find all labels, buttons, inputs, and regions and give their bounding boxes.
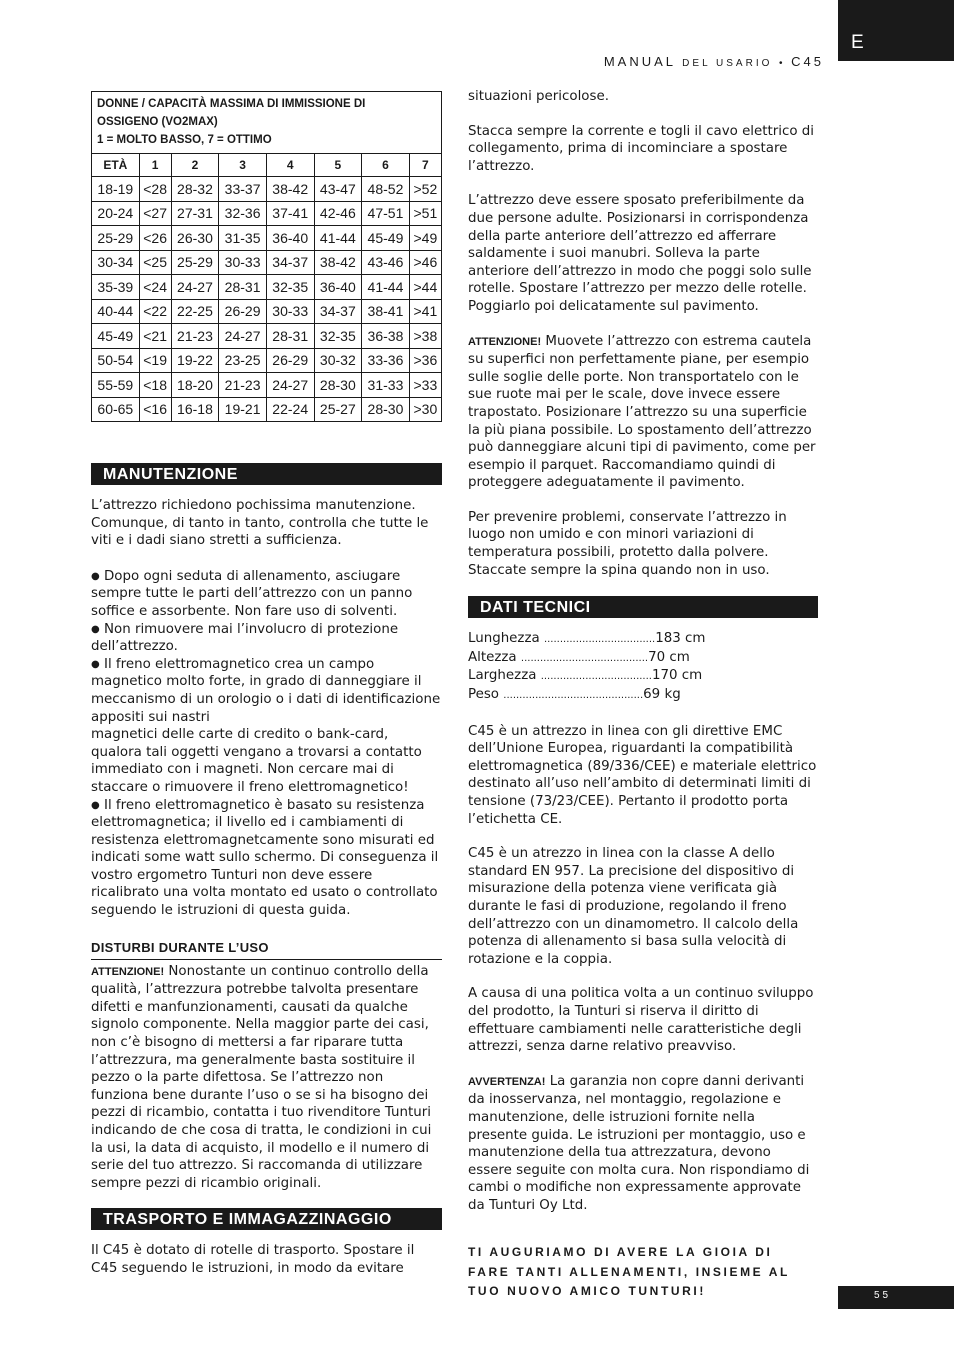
table-cell: 24-27 [171,275,219,300]
spec-item [468,649,818,668]
table-cell: 23-25 [219,348,267,373]
trasporto-paragraph: Per prevenire problemi, conservate l’attrezzo in luogo non umido e con minori variazioni di temperatura possibili, protetto dalla polvere. Staccate sempre la spina quando non in uso. [468,509,787,578]
spec-item [468,686,818,705]
warning-label: AVVERTENZA! [468,1075,546,1088]
header-manual: MANUAL [603,54,676,69]
list-item: ● Non rimuovere mai l’involucro di protezione dell’attrezzo. [91,621,399,655]
section-title-trasporto: TRASPORTO E IMMAGAZZINAGGIO [91,1208,442,1230]
spec-item [468,667,818,686]
table-cell: >33 [409,373,441,398]
table-row [92,201,442,226]
dati-warning: AVVERTENZA! La garanzia non copre danni derivanti da inosservanza, nel montaggio, regolazione e manutenzione, delle istruzioni fornite nella presente guida. Le istruzioni per montaggio, uso e manutenzione della tua attrezzatura, devono essere seguite con molta cura. Non rispondiamo di cambi o modifiche non expressamente approvate da Tunturi Oy Ltd. [468,1073,810,1213]
vo2max-table [91,91,442,422]
column-header: 6 [362,154,410,177]
table-cell: >36 [409,348,441,373]
spec-leader-dots: ................................... [540,671,652,683]
table-cell: 37-41 [266,201,314,226]
table-cell: 25-29 [92,226,140,251]
table-cell: 22-24 [266,397,314,422]
table-cell: >46 [409,250,441,275]
warning-label: ATTENZIONE! [468,335,542,348]
table-cell: 21-23 [171,324,219,349]
table-cell: 32-36 [219,201,267,226]
trasporto-paragraph: Stacca sempre la corrente e togli il cavo elettrico di collegamento, prima di incominciare a spostare l’attrezzo. [468,123,815,174]
spec-value: 170 cm [651,668,703,684]
page-number: 55 [874,1290,892,1301]
table-cell: 40-44 [92,299,140,324]
spec-value: 69 kg [643,687,681,703]
spec-list [468,630,818,704]
table-cell: <24 [139,275,171,300]
table-header-row [92,154,442,177]
table-cell: 26-29 [219,299,267,324]
dati-paragraph: C45 è un atrezzo in linea con la classe A dello standard EN 957. La precisione del dispositivo di misurazione della potenza viene verificata già durante le fasi di produzione, regolando il freno dell’attrezzo con un dinamometro. Il calcolo della potenza di allenamento si basa sulla velocità di rotazione e la coppia. [468,846,799,967]
table-cell: 28-31 [219,275,267,300]
table-cell: 25-29 [171,250,219,275]
table-cell: <16 [139,397,171,422]
table-cell: 50-54 [92,348,140,373]
warning-label: ATTENZIONE! [91,965,165,978]
spec-value: 70 cm [648,649,690,665]
table-row [92,324,442,349]
section-title-dati-tecnici: DATI TECNICI [468,596,818,618]
table-cell: 26-29 [266,348,314,373]
section-title-manutenzione: MANUTENZIONE [91,463,442,485]
table-cell: <25 [139,250,171,275]
table-cell: 28-30 [314,373,362,398]
left-column [91,91,442,1278]
table-cell: 30-32 [314,348,362,373]
table-cell: 24-27 [266,373,314,398]
list-item: ● Il freno elettromagnetico è basato su resistenza elettromagnetica; il livello ed i cambiamenti di resistenza elettromagnetcamente sono misurati ed indicati some watt sullo schermo. Di conseguenza il vostro ergometro Tunturi non deve essere ricalibrato una volta montato ed usato o controllato seguendo le istruzioni di questa guida. [91,797,439,919]
column-header: ETÀ [92,154,140,177]
closing-message: TI AUGURIAMO DI AVERE LA GIOIA DI FARE TANTI ALLENAMENTI, INSIEME AL TUO NUOVO AMICO TUNTURI! [468,1245,790,1299]
table-cell: 38-42 [314,250,362,275]
column-header: 7 [409,154,441,177]
bullet-icon: ● [91,623,100,635]
table-cell: 24-27 [219,324,267,349]
table-cell: 41-44 [314,226,362,251]
spec-leader-dots: ........................................ [520,652,649,664]
caption-line: DONNE / CAPACITÀ MASSIMA DI IMMISSIONE DI [97,98,366,110]
table-cell: 45-49 [92,324,140,349]
trasporto-warning: ATTENZIONE! Muovete l’attrezzo con estrema cautela su superfici non perfettamente piane, per esempio sulle soglie delle porte. Non transportatelo con le sue ruote mai per le scale, dove invece essere trapostato. Posizionare l’attrezzo su una superficie la più piana possibile. Lo spostamento dell’attrezzo può danneggiare alcuni tipi di pavimento, come per esempio il parquet. Raccomandiamo quindi di proteggere adeguatamente il pavimento. [468,333,816,491]
table-cell: 47-51 [362,201,410,226]
dati-paragraph: C45 è un attrezzo in linea con gli direttive EMC dell’Unione Europea, riguardanti la compatibilità elettromagnetica (89/336/CEE) e materiale elettrico destinato all’uso nell’ambito di determinati limiti di tensione (73/23/CEE). Pertanto il prodotto porta l’etichetta CE. [468,723,817,827]
table-cell: 16-18 [171,397,219,422]
dati-paragraph: A causa di una politica volta a un continuo sviluppo del prodotto, la Tunturi si riserva il diritto di effettuare cambiamenti nelle caratteristiche degli attrezzi, senza darne relativo preavviso. [468,986,814,1055]
table-cell: 36-40 [314,275,362,300]
column-header: 5 [314,154,362,177]
caption-line: 1 = MOLTO BASSO, 7 = OTTIMO [97,134,272,146]
spec-leader-dots: ............................................ [503,690,644,702]
bullet-icon: ● [91,570,100,582]
table-cell: 28-31 [266,324,314,349]
table-cell: 43-46 [362,250,410,275]
table-cell: 41-44 [362,275,410,300]
spec-label: Larghezza [468,668,537,684]
table-cell: 34-37 [266,250,314,275]
table-cell: >30 [409,397,441,422]
table-cell: 60-65 [92,397,140,422]
table-cell: <19 [139,348,171,373]
table-cell: 30-33 [219,250,267,275]
table-cell: 19-22 [171,348,219,373]
header-manual-rest: DEL USARIO [682,58,773,69]
table-cell: <22 [139,299,171,324]
table-cell: 48-52 [362,177,410,202]
vo2max-table-caption [92,92,442,154]
column-header: 2 [171,154,219,177]
table-cell: 26-30 [171,226,219,251]
trasporto-paragraph: L’attrezzo deve essere sposato preferibilmente da due persone adulte. Posizionarsi in corrispondenza della parte anteriore dell’attrezzo ed afferrare saldamente i suoi manubri. Solleva la parte anteriore dell’attrezzo in modo che poggi solo sulle rotelle. Spostare l’attrezzo per mezzo delle rotelle. Poggiarlo poi delicatamente sul pavimento. [468,193,812,314]
table-cell: >41 [409,299,441,324]
table-cell: 31-33 [362,373,410,398]
table-cell: 34-37 [314,299,362,324]
list-item: ● Il freno elettromagnetico crea un campo magnetico molto forte, in grado di danneggiare il meccanismo di un orologio o i dati di identificazione appositi sui nastri [91,656,441,725]
trasporto-intro-continued: situazioni pericolose. [468,89,609,104]
table-cell: 31-35 [219,226,267,251]
table-row [92,373,442,398]
table-cell: 28-32 [171,177,219,202]
table-cell: >38 [409,324,441,349]
table-cell: <27 [139,201,171,226]
caption-line: OSSIGENO (VO2MAX) [97,116,218,128]
table-cell: 20-24 [92,201,140,226]
language-tab-letter: E [851,32,864,53]
spec-value: 183 cm [655,631,706,647]
table-row [92,226,442,251]
disturbi-text: ATTENZIONE! Nonostante un continuo controllo della qualità, l’attrezzura potrebbe talvolta presentare difetti e manfunzionamenti, causati da qualche signolo componente. Nella maggior parte dei casi, non c’è bisogno di mettersi a far riparare tutta l’attrezzura, ma generalmente basta sostituire il pezzo o la parte difettosa. Se l’attrezzo non funziona bene durante l’uso o se si ha bisogno dei pezzi di ricambio, contatta i tuo rivenditore Tunturi indicando de che cosa di tratta, le condizioni in cui la usi, la data di acquisto, il modello e il numero di serie del tuo attrezzo. Si raccomanda di utilizzare sempre pezzi di ricambio originali. [91,963,432,1191]
table-cell: 30-34 [92,250,140,275]
table-cell: 42-46 [314,201,362,226]
table-row [92,348,442,373]
table-cell: 33-37 [219,177,267,202]
table-cell: 33-36 [362,348,410,373]
table-cell: <21 [139,324,171,349]
table-cell: 36-40 [266,226,314,251]
table-cell: 45-49 [362,226,410,251]
column-header: 4 [266,154,314,177]
spec-leader-dots: ................................... [543,634,656,646]
table-row [92,397,442,422]
column-header: 3 [219,154,267,177]
subsection-title-disturbi: DISTURBI DURANTE L’USO [91,940,442,960]
table-cell: 38-41 [362,299,410,324]
table-cell: <28 [139,177,171,202]
table-cell: 18-20 [171,373,219,398]
table-row [92,250,442,275]
table-row [92,299,442,324]
table-cell: 35-39 [92,275,140,300]
table-cell: 28-30 [362,397,410,422]
table-cell: <18 [139,373,171,398]
table-cell: 27-31 [171,201,219,226]
spec-label: Altezza [468,649,517,665]
table-cell: >44 [409,275,441,300]
bullet-icon: ● [91,658,100,670]
table-cell: 43-47 [314,177,362,202]
table-cell: 21-23 [219,373,267,398]
header-model: C45 [791,54,824,69]
spec-label: Peso [468,687,500,703]
spec-label: Lunghezza [468,631,540,647]
table-cell: 32-35 [314,324,362,349]
list-item: ● Dopo ogni seduta di allenamento, asciugare sempre tutte le parti dell’attrezzo con un panno soffice e assorbente. Non fare uso di solventi. [91,568,413,619]
manutenzione-intro: L’attrezzo richiedono pochissima manutenzione. Comunque, di tanto in tanto, controlla che tutte le viti e i dadi siano stretti a sufficienza. [91,498,429,549]
table-cell: 18-19 [92,177,140,202]
header-dot: • [779,58,785,69]
table-cell: 25-27 [314,397,362,422]
bullet-icon: ● [91,799,100,811]
running-header [604,54,824,69]
page-number-box [838,1286,954,1309]
trasporto-intro: Il C45 è dotato di rotelle di trasporto. Spostare il C45 seguendo le istruzioni, in modo da evitare [91,1243,415,1276]
table-cell: >51 [409,201,441,226]
table-cell: >52 [409,177,441,202]
table-cell: 32-35 [266,275,314,300]
table-cell: 19-21 [219,397,267,422]
table-cell: <26 [139,226,171,251]
table-cell: >49 [409,226,441,251]
right-column [468,88,818,1314]
column-header: 1 [139,154,171,177]
list-item-continuation: magnetici delle carte di credito o bank-card, qualora tali oggetti vengano a trovarsi a contatto immediato con i magneti. Non cercare mai di staccare o rimuovere il freno elettromagnetico! [91,727,422,795]
table-row [92,275,442,300]
language-tab [838,0,954,61]
table-cell: 22-25 [171,299,219,324]
table-cell: 55-59 [92,373,140,398]
table-body [92,177,442,422]
table-row [92,177,442,202]
table-cell: 36-38 [362,324,410,349]
table-cell: 38-42 [266,177,314,202]
table-cell: 30-33 [266,299,314,324]
spec-item [468,630,818,649]
